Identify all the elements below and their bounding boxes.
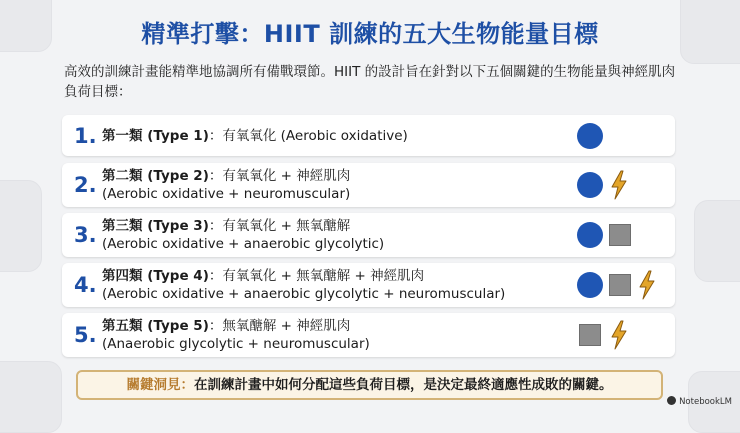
circle-icon	[577, 123, 603, 149]
item-line-1	[102, 127, 408, 145]
insight-box	[76, 370, 663, 400]
list-item	[62, 263, 675, 307]
item-text	[102, 317, 370, 353]
item-text	[102, 267, 505, 303]
item-number: 4.	[74, 273, 97, 297]
lightning-bolt-icon	[609, 170, 629, 200]
item-number: 2.	[74, 173, 97, 197]
list-item	[62, 313, 675, 357]
brand-watermark	[667, 396, 732, 407]
page-title: 精準打擊：HIIT 訓練的五大生物能量目標	[141, 20, 599, 48]
item-description: ：有氧氧化 + 無氧醣解	[208, 218, 351, 234]
item-line-2: (Aerobic oxidative + neuromuscular)	[102, 186, 351, 202]
puzzle-piece-decoration	[0, 180, 42, 272]
puzzle-piece-decoration	[0, 361, 62, 433]
list-item	[62, 213, 675, 257]
item-type-label: 第四類 (Type 4)	[102, 268, 209, 284]
item-type-label: 第二類 (Type 2)	[102, 168, 209, 184]
square-icon	[609, 274, 631, 296]
puzzle-piece-decoration	[694, 200, 740, 282]
energy-icons	[567, 221, 663, 249]
item-number: 1.	[74, 123, 97, 148]
lightning-bolt-icon	[637, 270, 657, 300]
item-type-label: 第三類 (Type 3)	[102, 218, 209, 234]
item-line-1	[102, 317, 370, 335]
item-description: ：有氧氧化 + 無氧醣解 + 神經肌肉	[208, 268, 425, 284]
item-type-label: 第五類 (Type 5)	[102, 318, 209, 334]
insight-label: 關鍵洞見：	[126, 377, 194, 393]
square-icon	[579, 324, 601, 346]
item-line-2: (Aerobic oxidative + anaerobic glycolytic + neuromuscular)	[102, 286, 506, 302]
intro-text: 高效的訓練計畫能精準地協調所有備戰環節。HIIT 的設計旨在針對以下五個關鍵的生物能量與神經肌肉負荷目標：	[64, 64, 676, 100]
square-icon	[609, 224, 631, 246]
item-line-2: (Aerobic oxidative + anaerobic glycolytic)	[102, 236, 385, 252]
item-line-1	[102, 267, 505, 285]
item-line-1	[102, 167, 350, 185]
list-item	[62, 115, 675, 156]
circle-icon	[577, 222, 603, 248]
item-line-1	[102, 217, 384, 235]
item-text	[102, 167, 350, 203]
circle-icon	[577, 272, 603, 298]
energy-icons	[567, 271, 663, 299]
brand-label: NotebookLM	[679, 397, 732, 407]
energy-icons	[567, 122, 663, 150]
item-type-label: 第一類 (Type 1)	[102, 127, 209, 144]
insight-text: 在訓練計畫中如何分配這些負荷目標，是決定最終適應性成敗的關鍵。	[194, 377, 613, 393]
energy-icons	[567, 171, 663, 199]
item-line-2: (Anaerobic glycolytic + neuromuscular)	[102, 336, 370, 352]
item-number: 3.	[74, 223, 97, 247]
notebooklm-logo-icon	[667, 396, 676, 405]
item-text	[102, 127, 408, 145]
item-number: 5.	[74, 323, 97, 347]
item-text	[102, 217, 384, 253]
item-description: ：有氧氧化 + 神經肌肉	[208, 168, 351, 184]
energy-icons	[567, 321, 663, 349]
lightning-bolt-icon	[609, 320, 629, 350]
item-description: ：無氧醣解 + 神經肌肉	[208, 318, 351, 334]
circle-icon	[577, 172, 603, 198]
item-description: ：有氧氧化 (Aerobic oxidative)	[208, 127, 408, 144]
list-item	[62, 163, 675, 207]
